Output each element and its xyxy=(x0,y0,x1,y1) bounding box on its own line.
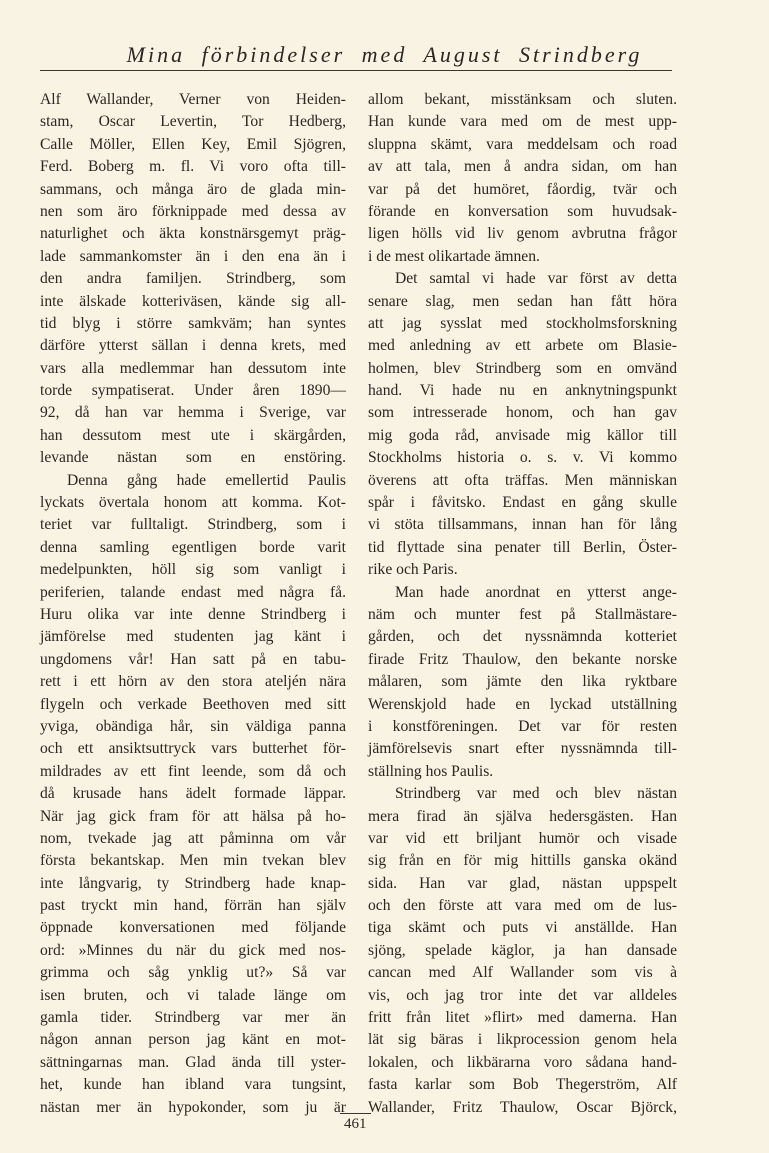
text-line: lät sig bäras i likprocession genom hela xyxy=(368,1031,677,1049)
text-line: gamla tider. Strindberg var mer än xyxy=(40,1009,346,1027)
text-line: firade Fritz Thaulow, den bekante norske xyxy=(368,650,677,668)
text-line: allom bekant, misstänksam och sluten. xyxy=(368,91,677,108)
right-column xyxy=(368,89,677,1119)
text-line: mig goda råd, anvisade mig källor till xyxy=(368,426,677,444)
text-line: lade sammankomster än i den ena än i xyxy=(40,247,346,265)
text-line: När jag gick fram för att hälsa på ho- xyxy=(40,807,346,825)
text-line: levande nästan som en enstöring. xyxy=(40,449,346,467)
text-line: mildrades av ett fint leende, som då och xyxy=(40,762,346,780)
text-line: isen bruten, och vi talade länge om xyxy=(40,986,346,1004)
text-line: naturlighet och äkta konstnärsgemyt präg- xyxy=(40,225,346,243)
text-line: Det samtal vi hade var först av detta xyxy=(395,270,677,288)
text-line: tiga skämt och puts vi anställde. Han xyxy=(368,919,677,937)
text-line: nom, tvekade jag att påminna om vår xyxy=(40,829,346,847)
text-line: ungdomens vår! Han satt på en tabu- xyxy=(40,650,346,668)
text-line: därföre ytterst sällan i denna krets, med xyxy=(40,337,346,355)
text-line: Werenskjold hade en lyckad utställning xyxy=(368,695,677,713)
text-line: flygeln och verkade Beethoven med sitt xyxy=(40,695,346,713)
page-number: 461 xyxy=(340,1113,371,1134)
text-line: mera firad än själva hedersgästen. Han xyxy=(368,807,677,825)
text-line: fritt från litet »flirt» med damerna. Han xyxy=(368,1009,677,1027)
text-line: sig från en för mig hittills ganska okänd xyxy=(368,852,677,870)
text-line: öppnade konversationen med följande xyxy=(40,919,346,937)
text-line: grimma och såg ynklig ut?» Så var xyxy=(40,964,346,982)
text-line: jämförelse med studenten jag känt i xyxy=(40,628,346,646)
text-line: i de mest olikartade ämnen. xyxy=(368,247,540,265)
text-line: tid blyg i större samkväm; han syntes xyxy=(40,314,346,332)
text-line: holmen, blev Strindberg som en omvänd xyxy=(368,359,677,377)
text-line: Wallander, Fritz Thaulow, Oscar Björck, xyxy=(368,1098,677,1116)
text-line: gården, och det nyssnämnda kotteriet xyxy=(368,628,677,646)
text-line: som intresserade honom, och han gav xyxy=(368,404,677,422)
text-line: första bekantskap. Men min tvekan blev xyxy=(40,852,346,870)
text-line: den andra familjen. Strindberg, som xyxy=(40,270,346,288)
text-line: torde sympatiserat. Under åren 1890— xyxy=(40,382,346,400)
text-line: stam, Oscar Levertin, Tor Hedberg, xyxy=(40,113,346,131)
text-line: Huru olika var inte denne Strindberg i xyxy=(40,605,346,623)
text-line: spår i fåvitsko. Endast en gång skulle xyxy=(368,494,677,512)
left-column xyxy=(40,89,346,1119)
text-line: nästan mer än hypokonder, som ju är xyxy=(40,1098,346,1116)
text-line: ställning hos Paulis. xyxy=(368,762,494,780)
text-line: inte älskade kotteriväsen, kände sig all- xyxy=(40,292,346,310)
header-rule xyxy=(40,70,672,71)
text-line: han dessutom mest ute i skärgården, xyxy=(40,426,346,444)
paragraph xyxy=(368,582,677,784)
text-line: Han kunde vara med om de mest upp- xyxy=(368,113,677,131)
text-line: past tryckt min hand, förrän han själv xyxy=(40,897,346,915)
text-line: 92, då han var hemma i Sverige, var xyxy=(40,404,346,422)
text-line: näm och munter fest på Stallmästare- xyxy=(368,605,677,623)
text-line: och ett ansiktsuttryck vars butterhet för- xyxy=(40,740,346,758)
text-line: jämförelsevis snart efter nyssnämnda till- xyxy=(368,740,677,758)
text-line: vi stöta tillsammans, innan han för lång xyxy=(368,516,677,534)
text-line: vars alla medlemmar han dessutom inte xyxy=(40,359,346,377)
text-line: att jag sysslat med stockholmsforskning xyxy=(368,314,677,332)
paragraph xyxy=(40,89,346,470)
paragraph xyxy=(40,470,346,1119)
text-line: Stockholms historia o. s. v. Vi kommo xyxy=(368,449,677,467)
text-line: var på det humöret, fåordig, tvär och xyxy=(368,180,677,198)
text-line: överens att ofta träffas. Men människan xyxy=(368,471,677,489)
text-line: sida. Han var glad, nästan uppspelt xyxy=(368,874,677,892)
text-line: cancan med Alf Wallander som vis à xyxy=(368,964,677,982)
text-line: periferien, talande endast med några få. xyxy=(40,583,346,601)
text-line: sammans, och många äro de glada min- xyxy=(40,180,346,198)
text-line: rike och Paris. xyxy=(368,561,458,579)
text-line: yviga, obändiga hår, sin väldiga panna xyxy=(40,717,346,735)
text-line: Calle Möller, Ellen Key, Emil Sjögren, xyxy=(40,135,346,153)
text-line: sjöng, spelade käglor, ja han dansade xyxy=(368,941,677,959)
paragraph xyxy=(368,268,677,581)
text-line: Alf Wallander, Verner von Heiden- xyxy=(40,91,346,108)
text-line: het, kunde han ibland vara tungsint, xyxy=(40,1076,346,1094)
text-line: senare slag, men sedan han fått höra xyxy=(368,292,677,310)
text-line: nen som äro förknippade med dessa av xyxy=(40,202,346,220)
text-line: lyckats övertala honom att komma. Kot- xyxy=(40,494,346,512)
text-line: Strindberg var med och blev nästan xyxy=(395,785,677,803)
text-line: förande en konversation som huvudsak- xyxy=(368,202,677,220)
running-header-title: Mina förbindelser med August Strindberg xyxy=(126,42,643,67)
text-line: Denna gång hade emellertid Paulis xyxy=(67,471,346,489)
text-line: lokalen, och likbärarna voro sådana hand- xyxy=(368,1053,677,1071)
text-line: målaren, som jämte den lika ryktbare xyxy=(368,673,677,691)
text-line: fasta karlar som Bob Thegerström, Alf xyxy=(368,1076,677,1094)
text-line: ligen hölls vid liv genom avbrutna frågor xyxy=(368,225,677,243)
text-line: av att tala, men å andra sidan, om han xyxy=(368,158,677,176)
paragraph xyxy=(368,783,677,1119)
text-line: inte långvarig, ty Strindberg hade knap- xyxy=(40,874,346,892)
text-line: tid flyttade sina penater till Berlin, Öster- xyxy=(368,538,677,556)
text-line: då krusade hans ädelt formade läppar. xyxy=(40,785,346,803)
text-line: sluppna skämt, vara meddelsam och road xyxy=(368,135,677,153)
text-line: någon annan person jag känt en mot- xyxy=(40,1031,346,1049)
text-line: och den förste att vara med om de lus- xyxy=(368,897,677,915)
text-line: sättningarnas man. Glad ända till yster- xyxy=(40,1053,346,1071)
text-line: ord: »Minnes du när du gick med nos- xyxy=(40,941,346,959)
text-line: i konstföreningen. Det var för resten xyxy=(368,717,677,735)
text-line: vis, och jag tror inte det var alldeles xyxy=(368,986,677,1004)
text-line: med anledning av ett arbete om Blasie- xyxy=(368,337,677,355)
text-line: rett i ett hörn av den stora ateljén nära xyxy=(40,673,346,691)
text-line: denna samling egentligen borde varit xyxy=(40,538,346,556)
text-line: hand. Vi hade nu en anknytningspunkt xyxy=(368,382,677,400)
text-line: Man hade anordnat en ytterst ange- xyxy=(395,583,677,601)
text-line: medelpunkten, höll sig som vanligt i xyxy=(40,561,346,579)
paragraph xyxy=(368,89,677,268)
text-line: teriet var fulltaligt. Strindberg, som i xyxy=(40,516,346,534)
text-line: Ferd. Boberg m. fl. Vi voro ofta till- xyxy=(40,158,346,176)
text-line: var vid ett briljant humör och visade xyxy=(368,829,677,847)
